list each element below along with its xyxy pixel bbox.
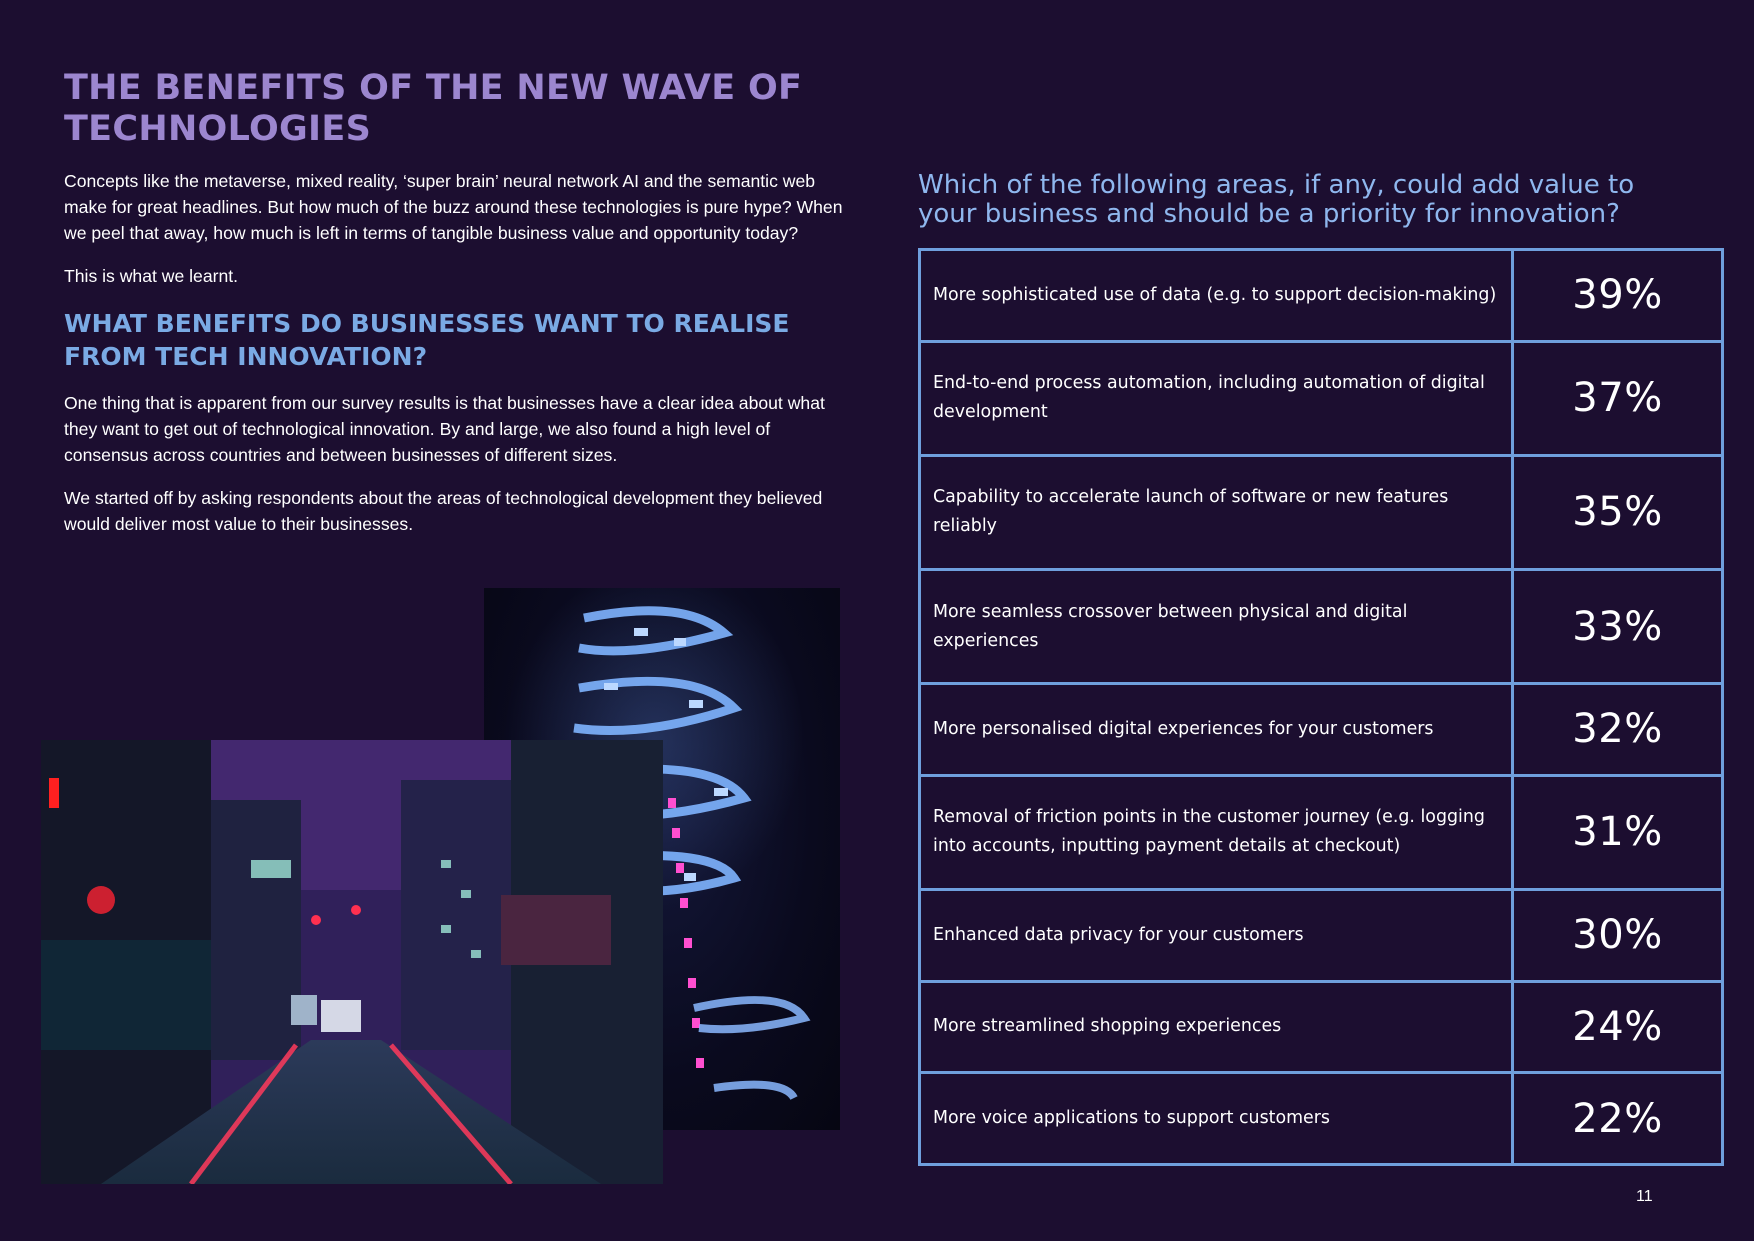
row-percentage: 31% — [1513, 775, 1723, 889]
survey-question: Which of the following areas, if any, could add value to your business and should be a priority for innovation? — [918, 170, 1635, 229]
row-percentage: 33% — [1513, 569, 1723, 683]
table-row — [920, 341, 1723, 455]
question-lead-paragraph: We started off by asking respondents about the areas of technological development they believed would deliver most value to their businesses. — [64, 488, 823, 534]
row-label: More personalised digital experiences for your customers — [920, 684, 1513, 776]
table-row — [920, 684, 1723, 776]
section-subtitle: WHAT BENEFITS DO BUSINESSES WANT TO REALISE FROM TECH INNOVATION? — [64, 309, 790, 371]
row-label: More voice applications to support customers — [920, 1073, 1513, 1165]
table-row — [920, 889, 1723, 981]
row-percentage: 24% — [1513, 981, 1723, 1073]
table-row — [920, 1073, 1723, 1165]
row-label: More seamless crossover between physical and digital experiences — [920, 569, 1513, 683]
row-percentage: 22% — [1513, 1073, 1723, 1165]
row-percentage: 30% — [1513, 889, 1723, 981]
row-label: Enhanced data privacy for your customers — [920, 889, 1513, 981]
row-percentage: 39% — [1513, 250, 1723, 342]
row-label: Removal of friction points in the customer journey (e.g. logging into accounts, inputting payment details at checkout) — [920, 775, 1513, 889]
city-street-photo — [41, 740, 663, 1184]
survey-paragraph: One thing that is apparent from our survey results is that businesses have a clear idea about what they want to get out of technological innovation. By and large, we also found a high level of consensus across countries and between businesses of different sizes. — [64, 393, 825, 465]
row-label: End-to-end process automation, including automation of digital development — [920, 341, 1513, 455]
row-percentage: 32% — [1513, 684, 1723, 776]
row-percentage: 35% — [1513, 455, 1723, 569]
intro-paragraph: Concepts like the metaverse, mixed reality, ‘super brain’ neural network AI and the semantic web make for great headlines. But how much of the buzz around these technologies is pure hype? When we peel that away, how much is left in terms of tangible business value and opportunity today? — [64, 171, 843, 243]
learnt-paragraph: This is what we learnt. — [64, 266, 239, 286]
table-row — [920, 981, 1723, 1073]
table-row — [920, 455, 1723, 569]
article-column — [64, 68, 844, 537]
row-label: More streamlined shopping experiences — [920, 981, 1513, 1073]
row-percentage: 37% — [1513, 341, 1723, 455]
table-row — [920, 250, 1723, 342]
table-row — [920, 775, 1723, 889]
page-title: THE BENEFITS OF THE NEW WAVE OF TECHNOLOGIES — [64, 68, 803, 149]
row-label: Capability to accelerate launch of software or new features reliably — [920, 455, 1513, 569]
table-row — [920, 569, 1723, 683]
page-number: 11 — [1636, 1188, 1653, 1205]
survey-results-table — [918, 248, 1724, 1166]
row-label: More sophisticated use of data (e.g. to support decision-making) — [920, 250, 1513, 342]
